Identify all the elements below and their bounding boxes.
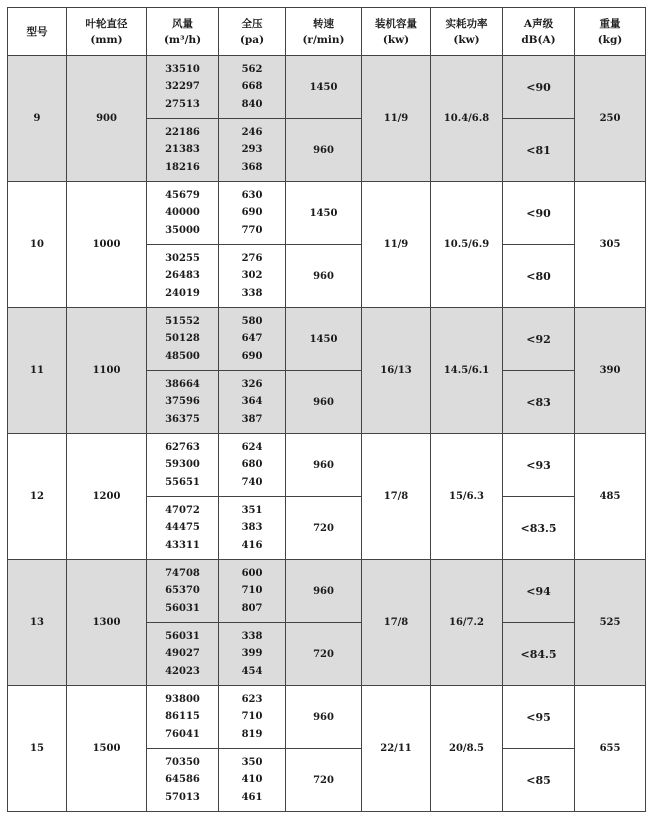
diameter-cell: 900 [67,56,147,182]
table-row [8,308,646,371]
air-volume-cell-value: 56031 [165,630,200,642]
header-air-volume: 风量 (m³/h) [147,8,219,56]
model-cell: 15 [8,686,67,812]
capacity-cell: 11/9 [362,56,431,182]
pressure-cell [219,245,286,308]
pressure-cell-value: 302 [241,270,263,282]
weight-cell: 485 [575,434,646,560]
noise-cell: <83.5 [503,497,575,560]
pressure-cell [219,371,286,434]
pressure-cell [219,434,286,497]
air-volume-cell-value: 57013 [165,791,200,803]
speed-cell: 960 [286,560,362,623]
air-volume-cell [147,560,219,623]
air-volume-cell [147,308,219,371]
air-volume-cell-value: 38664 [165,378,200,390]
pressure-cell-value: 840 [241,98,263,110]
weight-cell: 390 [575,308,646,434]
air-volume-cell [147,497,219,560]
speed-cell: 960 [286,119,362,182]
speed-cell: 1450 [286,182,362,245]
air-volume-cell-value: 22186 [165,126,200,138]
pressure-cell [219,56,286,119]
air-volume-cell [147,623,219,686]
air-volume-cell-value: 76041 [165,728,200,740]
capacity-cell: 16/13 [362,308,431,434]
air-volume-cell-value: 44475 [165,522,200,534]
air-volume-cell-value: 18216 [165,161,200,173]
header-impeller-diameter: 叶轮直径 (mm) [67,8,147,56]
pressure-cell-value: 623 [241,693,263,705]
noise-cell: <93 [503,434,575,497]
pressure-cell-value: 383 [241,522,263,534]
capacity-cell: 17/8 [362,560,431,686]
pressure-cell-value: 387 [241,413,263,425]
table-row [8,182,646,245]
pressure-cell-value: 454 [241,665,263,677]
pressure-cell-value: 690 [241,350,263,362]
air-volume-cell [147,56,219,119]
header-speed: 转速 (r/min) [286,8,362,56]
pressure-cell [219,308,286,371]
air-volume-cell-value: 36375 [165,413,200,425]
noise-cell: <90 [503,182,575,245]
pressure-cell-value: 461 [241,791,263,803]
power-cell: 10.5/6.9 [431,182,503,308]
diameter-cell: 1100 [67,308,147,434]
pressure-cell-value: 819 [241,728,263,740]
weight-cell: 525 [575,560,646,686]
air-volume-cell-value: 55651 [165,476,200,488]
pressure-cell-value: 710 [241,711,263,723]
pressure-cell [219,182,286,245]
air-volume-cell-value: 70350 [165,756,200,768]
header-model: 型号 [8,8,67,56]
pressure-cell-value: 710 [241,585,263,597]
diameter-cell: 1500 [67,686,147,812]
table-row [8,56,646,119]
pressure-cell-value: 246 [241,126,263,138]
air-volume-cell [147,434,219,497]
pressure-cell-value: 668 [241,81,263,93]
diameter-cell: 1000 [67,182,147,308]
pressure-cell-value: 416 [241,539,263,551]
pressure-cell-value: 364 [241,396,263,408]
speed-cell: 720 [286,497,362,560]
model-cell: 11 [8,308,67,434]
weight-cell: 305 [575,182,646,308]
air-volume-cell-value: 32297 [165,81,200,93]
model-cell: 10 [8,182,67,308]
diameter-cell: 1200 [67,434,147,560]
noise-cell: <92 [503,308,575,371]
header-weight: 重量 (kg) [575,8,646,56]
power-cell: 16/7.2 [431,560,503,686]
pressure-cell [219,623,286,686]
air-volume-cell-value: 56031 [165,602,200,614]
air-volume-cell-value: 27513 [165,98,200,110]
air-volume-cell-value: 42023 [165,665,200,677]
power-cell: 14.5/6.1 [431,308,503,434]
noise-cell: <80 [503,245,575,308]
model-cell: 13 [8,560,67,686]
capacity-cell: 11/9 [362,182,431,308]
power-cell: 10.4/6.8 [431,56,503,182]
pressure-cell-value: 368 [241,161,263,173]
pressure-cell-value: 740 [241,476,263,488]
air-volume-cell-value: 30255 [165,252,200,264]
air-volume-cell-value: 43311 [165,539,200,551]
header-row [8,8,646,56]
air-volume-cell [147,119,219,182]
air-volume-cell-value: 40000 [165,207,200,219]
noise-cell: <90 [503,56,575,119]
speed-cell: 960 [286,245,362,308]
pressure-cell [219,560,286,623]
air-volume-cell-value: 65370 [165,585,200,597]
air-volume-cell-value: 59300 [165,459,200,471]
air-volume-cell-value: 64586 [165,774,200,786]
model-cell: 9 [8,56,67,182]
speed-cell: 1450 [286,56,362,119]
header-total-pressure: 全压 (pa) [219,8,286,56]
air-volume-cell-value: 35000 [165,224,200,236]
air-volume-cell-value: 74708 [165,567,200,579]
air-volume-cell-value: 45679 [165,189,200,201]
air-volume-cell-value: 47072 [165,504,200,516]
pressure-cell-value: 399 [241,648,263,660]
pressure-cell [219,119,286,182]
pressure-cell-value: 630 [241,189,263,201]
diameter-cell: 1300 [67,560,147,686]
table-row [8,686,646,749]
air-volume-cell [147,749,219,812]
noise-cell: <94 [503,560,575,623]
speed-cell: 720 [286,749,362,812]
power-cell: 20/8.5 [431,686,503,812]
pressure-cell-value: 350 [241,756,263,768]
noise-cell: <85 [503,749,575,812]
header-installed-capacity: 装机容量 (kw) [362,8,431,56]
pressure-cell-value: 600 [241,567,263,579]
pressure-cell-value: 647 [241,333,263,345]
pressure-cell [219,749,286,812]
speed-cell: 1450 [286,308,362,371]
pressure-cell-value: 770 [241,224,263,236]
pressure-cell-value: 690 [241,207,263,219]
weight-cell: 655 [575,686,646,812]
header-sound-level: A声级 dB(A) [503,8,575,56]
pressure-cell-value: 807 [241,602,263,614]
pressure-cell-value: 680 [241,459,263,471]
air-volume-cell-value: 26483 [165,270,200,282]
header-actual-power: 实耗功率 (kw) [431,8,503,56]
air-volume-cell [147,182,219,245]
table-row [8,560,646,623]
air-volume-cell-value: 62763 [165,441,200,453]
pressure-cell-value: 338 [241,287,263,299]
noise-cell: <81 [503,119,575,182]
pressure-cell-value: 351 [241,504,263,516]
pressure-cell-value: 410 [241,774,263,786]
pressure-cell [219,497,286,560]
air-volume-cell-value: 33510 [165,63,200,75]
noise-cell: <95 [503,686,575,749]
capacity-cell: 17/8 [362,434,431,560]
pressure-cell [219,686,286,749]
pressure-cell-value: 562 [241,63,263,75]
speed-cell: 960 [286,686,362,749]
air-volume-cell-value: 86115 [165,711,200,723]
pressure-cell-value: 624 [241,441,263,453]
air-volume-cell [147,371,219,434]
weight-cell: 250 [575,56,646,182]
pressure-cell-value: 293 [241,144,263,156]
air-volume-cell [147,245,219,308]
pressure-cell-value: 276 [241,252,263,264]
pressure-cell-value: 326 [241,378,263,390]
air-volume-cell-value: 50128 [165,333,200,345]
model-cell: 12 [8,434,67,560]
air-volume-cell-value: 21383 [165,144,200,156]
capacity-cell: 22/11 [362,686,431,812]
air-volume-cell [147,686,219,749]
table-row [8,434,646,497]
speed-cell: 960 [286,434,362,497]
pressure-cell-value: 580 [241,315,263,327]
noise-cell: <84.5 [503,623,575,686]
power-cell: 15/6.3 [431,434,503,560]
air-volume-cell-value: 49027 [165,648,200,660]
air-volume-cell-value: 48500 [165,350,200,362]
pressure-cell-value: 338 [241,630,263,642]
air-volume-cell-value: 24019 [165,287,200,299]
fan-spec-table [7,7,646,812]
noise-cell: <83 [503,371,575,434]
air-volume-cell-value: 37596 [165,396,200,408]
speed-cell: 960 [286,371,362,434]
air-volume-cell-value: 51552 [165,315,200,327]
air-volume-cell-value: 93800 [165,693,200,705]
speed-cell: 720 [286,623,362,686]
